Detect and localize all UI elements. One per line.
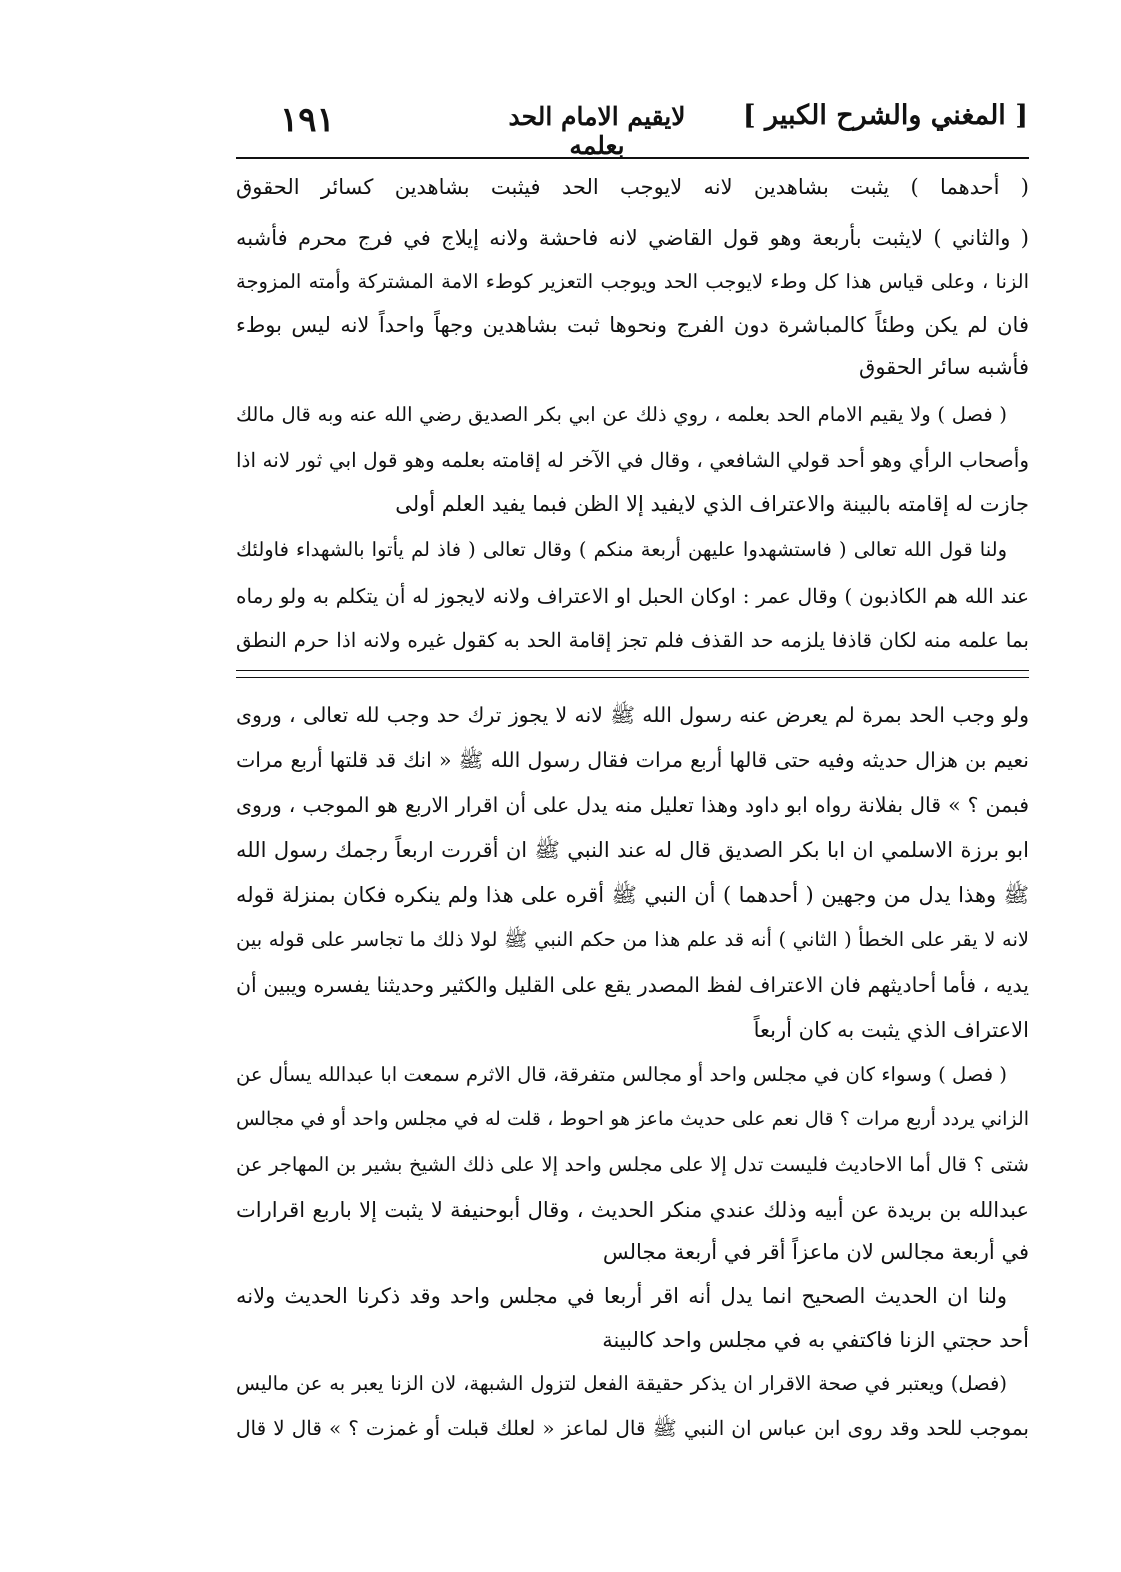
- page-number: ١٩١: [280, 100, 335, 140]
- text-line: نعيم بن هزال حديثه وفيه حتى قالها أربع مرات فقال رسول الله ﷺ « انك قد قلتها أربع مرات: [236, 748, 1029, 772]
- text-line: ولنا ان الحديث الصحيح انما يدل أنه اقر أربعا في مجلس واحد وقد ذكرنا الحديث ولانه: [236, 1284, 1007, 1308]
- running-header: [232, 96, 1028, 160]
- text-line: ولنا قول الله تعالى ( فاستشهدوا عليهن أربعة منكم ) وقال تعالى ( فاذ لم يأتوا بالشهداء فاولئك: [236, 538, 1007, 561]
- text-line: أحد حجتي الزنا فاكتفي به في مجلس واحد كالبينة: [602, 1328, 1029, 1352]
- text-line: ( فصل ) وسواء كان في مجلس واحد أو مجالس متفرقة، قال الاثرم سمعت ابا عبدالله يسأل عن: [236, 1063, 1007, 1086]
- text-line: الزنا ، وعلى قياس هذا كل وطء لايوجب الحد ويوجب التعزير كوطء الامة المشتركة وأمته المزوجة: [236, 270, 1029, 293]
- text-line: فبمن ؟ » قال بفلانة رواه ابو داود وهذا تعليل منه يدل على أن اقرار الاربع هو الموجب ، وروى: [236, 793, 1029, 817]
- text-line: وأصحاب الرأي وهو أحد قولي الشافعي ، وقال في الآخر له إقامته بعلمه وهو قول ابي ثور لانه اذا: [236, 448, 1029, 472]
- text-line: ﷺ وهذا يدل من وجهين ( أحدهما ) أن النبي ﷺ أقره على هذا ولم ينكره فكان بمنزلة قوله: [236, 883, 1029, 907]
- text-line: ( أحدهما ) يثبت بشاهدين لانه لايوجب الحد فيثبت بشاهدين كسائر الحقوق: [236, 175, 1029, 199]
- text-line: بموجب للحد وقد روى ابن عباس ان النبي ﷺ قال لماعز « لعلك قبلت أو غمزت ؟ » قال لا قال: [236, 1416, 1030, 1440]
- text-line: ( فصل ) ولا يقيم الامام الحد بعلمه ، روي ذلك عن ابي بكر الصديق رضي الله عنه وبه قال مالك: [236, 403, 1007, 426]
- text-line: ( والثاني ) لايثبت بأربعة وهو قول القاضي لانه فاحشة ولانه إيلاج في فرج محرم فأشبه: [236, 226, 1029, 250]
- section-title: لايقيم الامام الحد بعلمه: [508, 102, 686, 160]
- text-line: فأشبه سائر الحقوق: [859, 355, 1029, 379]
- text-line: فان لم يكن وطئاً كالمباشرة دون الفرج ونحوها ثبت بشاهدين وجهاً واحداً لانه ليس بوطء: [236, 313, 1029, 337]
- text-line: الاعتراف الذي يثبت به كان أربعاً: [753, 1018, 1029, 1042]
- text-line: (فصل) ويعتبر في صحة الاقرار ان يذكر حقيقة الفعل لتزول الشبهة، لان الزنا يعبر به عن ماليس: [236, 1372, 1007, 1395]
- text-line: بما علمه منه لكان قاذفا يلزمه حد القذف فلم تجز إقامة الحد به كقول غيره ولانه اذا حرم النطق: [236, 628, 1029, 652]
- text-line: ابو برزة الاسلمي ان ابا بكر الصديق قال له عند النبي ﷺ ان أقررت اربعاً رجمك رسول الله: [236, 838, 1029, 862]
- text-line: شتى ؟ قال أما الاحاديث فليست تدل إلا على مجلس واحد إلا على ذلك الشيخ بشير بن المهاجر عن: [236, 1153, 1029, 1176]
- section-divider: [236, 670, 1029, 671]
- section-divider: [236, 677, 1029, 678]
- text-line: عند الله هم الكاذبون ) وقال عمر : اوكان الحبل او الاعتراف ولانه لايجوز له أن يتكلم به ولو رماه: [236, 584, 1029, 608]
- book-title: [ المغني والشرح الكبير ]: [742, 100, 1028, 131]
- text-line: جازت له إقامته بالبينة والاعتراف الذي لايفيد إلا الظن فبما يفيد العلم أولى: [395, 492, 1029, 516]
- text-line: يديه ، فأما أحاديثهم فان الاعتراف لفظ المصدر يقع على القليل والكثير وحديثنا يفسره ويبين أن: [236, 973, 1029, 997]
- text-line: لانه لا يقر على الخطأ ( الثاني ) أنه قد علم هذا من حكم النبي ﷺ لولا ذلك ما تجاسر على قوله بين: [236, 928, 1029, 951]
- text-line: الزاني يردد أربع مرات ؟ قال نعم على حديث ماعز هو احوط ، قلت له في مجلس واحد أو في مجالس: [236, 1108, 1029, 1130]
- text-line: عبدالله بن بريدة عن أبيه وذلك عندي منكر الحديث ، وقال أبوحنيفة لا يثبت إلا باربع اقرارات: [236, 1198, 1029, 1222]
- header-rule: [236, 157, 1029, 159]
- text-line: ولو وجب الحد بمرة لم يعرض عنه رسول الله ﷺ لانه لا يجوز ترك حد وجب لله تعالى ، وروى: [236, 703, 1029, 727]
- text-line: في أربعة مجالس لان ماعزاً أقر في أربعة مجالس: [602, 1240, 1029, 1264]
